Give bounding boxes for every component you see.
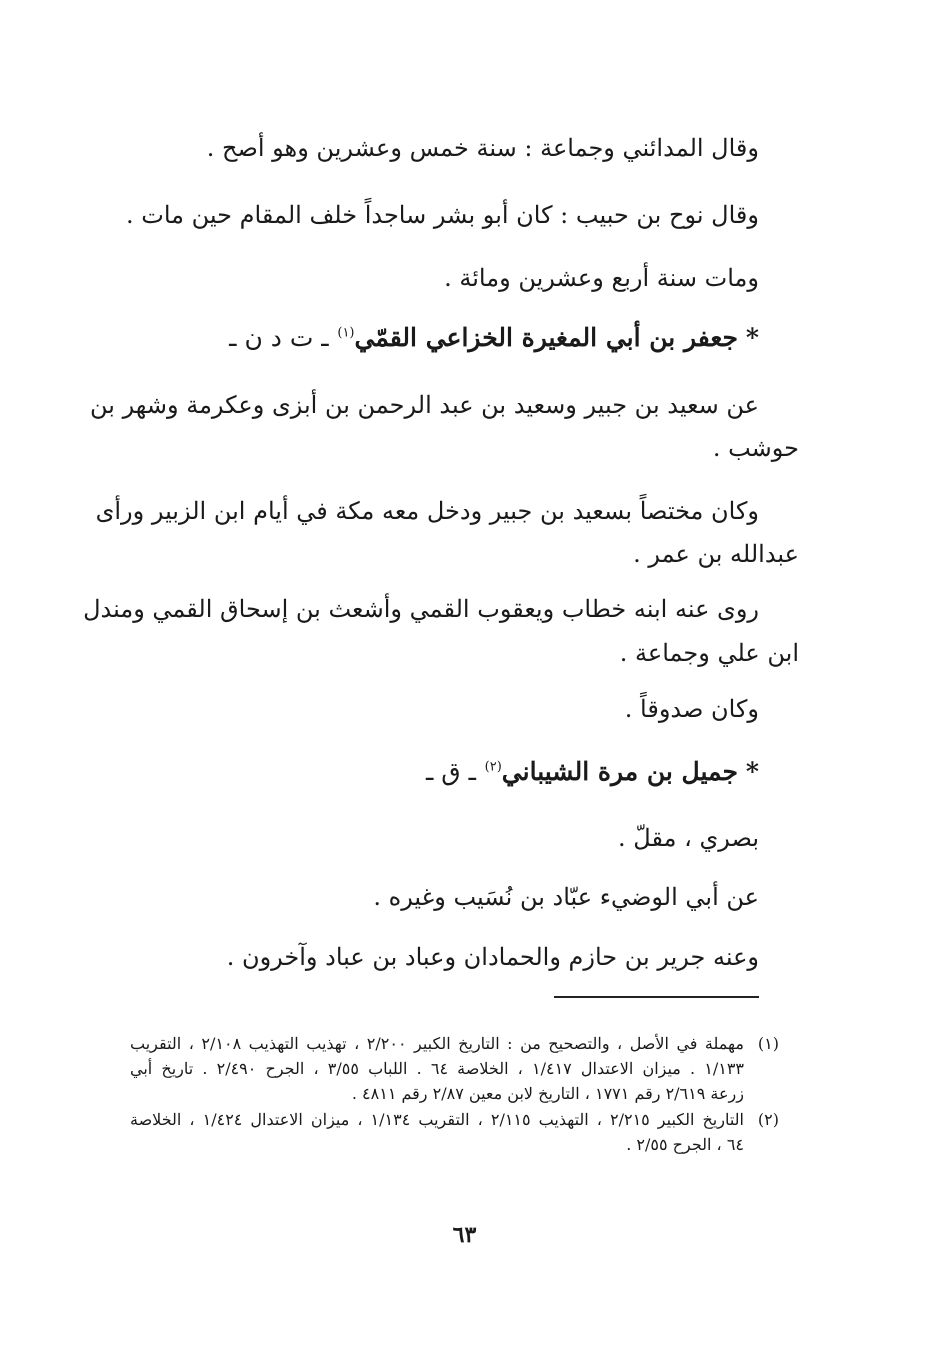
page-number: ٦٣ [452, 1222, 477, 1248]
footnote-line: ٦٤ ، الجرح ٢/٥٥ . [626, 1135, 744, 1154]
body-line: وقال نوح بن حبيب : كان أبو بشر ساجداً خلف المقام حين مات . [126, 201, 759, 229]
body-line: وكان صدوقاً . [624, 695, 759, 723]
entry-name: جعفر بن أبي المغيرة الخزاعي القمّي [354, 323, 738, 352]
entry-heading [130, 756, 759, 788]
footnote-number: (١) [757, 1034, 779, 1053]
footnote-separator [554, 996, 759, 998]
entry-name: جميل بن مرة الشيباني [501, 757, 738, 786]
body-line: حوشب . [712, 434, 799, 462]
footnote-ref: (١) [337, 325, 355, 341]
entry-marker: * [745, 323, 759, 352]
footnote-line: ١/١٣٣ . ميزان الاعتدال ١/٤١٧ ، الخلاصة ٦٤ . اللباب ٣/٥٥ ، الجرح ٢/٤٩٠ . تاريخ أبي [130, 1059, 745, 1078]
body-line: عن أبي الوضيء عبّاد بن نُسَيب وغيره . [373, 883, 759, 911]
body-line: ومات سنة أربع وعشرين ومائة . [444, 264, 759, 292]
entry-heading [130, 322, 759, 354]
body-line: ابن علي وجماعة . [619, 639, 799, 667]
body-line: بصري ، مقلّ . [618, 824, 759, 852]
footnote-line [130, 1109, 779, 1131]
entry-marker: * [745, 757, 759, 786]
body-line: روى عنه ابنه خطاب ويعقوب القمي وأشعث بن إسحاق القمي ومندل [83, 595, 759, 623]
body-line: عن سعيد بن جبير وسعيد بن عبد الرحمن بن أبزى وعكرمة وشهر بن [89, 391, 759, 419]
footnote-ref: (٢) [484, 759, 502, 775]
footnote-line [130, 1033, 779, 1055]
footnote-number: (٢) [757, 1110, 779, 1129]
entry-sigla: ـ ت د ن ـ [229, 323, 329, 352]
body-line: وعنه جرير بن حازم والحمادان وعباد بن عباد وآخرون . [226, 943, 759, 971]
footnote-line: زرعة ٢/٦١٩ رقم ١٧٧١ ، التاريخ لابن معين ٢/٨٧ رقم ٤٨١١ . [351, 1084, 744, 1103]
footnote-text: التاريخ الكبير ٢/٢١٥ ، التهذيب ٢/١١٥ ، التقريب ١/١٣٤ ، ميزان الاعتدال ١/٤٢٤ ، الخلاصة [130, 1110, 745, 1129]
body-line: عبدالله بن عمر . [633, 540, 799, 568]
body-line: وكان مختصاً بسعيد بن جبير ودخل معه مكة في أيام ابن الزبير ورأى [95, 497, 759, 525]
footnote-text: مهملة في الأصل ، والتصحيح من : التاريخ الكبير ٢/٢٠٠ ، تهذيب التهذيب ٢/١٠٨ ، التقريب [130, 1034, 744, 1053]
body-line: وقال المدائني وجماعة : سنة خمس وعشرين وهو أصح . [206, 134, 759, 162]
entry-sigla: ـ ق ـ [425, 757, 476, 786]
